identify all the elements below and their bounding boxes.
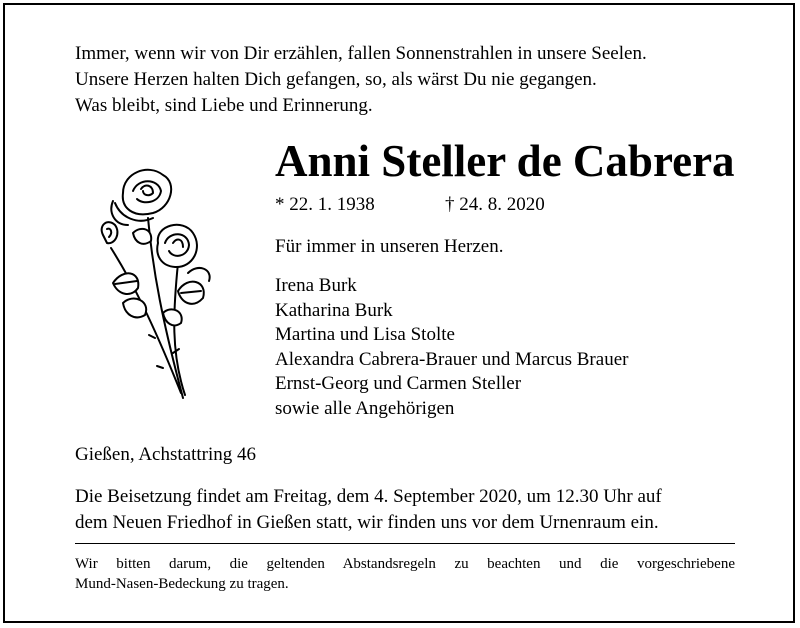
rose-icon (93, 163, 223, 403)
mourner: Martina und Lisa Stolte (275, 324, 455, 345)
obituary-card (3, 3, 795, 623)
motto: Für immer in unseren Herzen. (275, 236, 504, 257)
funeral-line-1: Die Beisetzung findet am Freitag, dem 4. September 2020, um 12.30 Uhr auf (75, 486, 662, 507)
divider (75, 543, 735, 544)
poem (75, 41, 765, 119)
mourners-list (275, 274, 628, 421)
mourner: Irena Burk (275, 275, 357, 296)
mourner: Katharina Burk (275, 299, 393, 321)
address: Gießen, Achstattring 46 (75, 444, 256, 465)
poem-line-3: Was bleibt, sind Liebe und Erinnerung. (75, 95, 373, 116)
notice-line-1: Wir bitten darum, die geltenden Abstandsregeln zu beachten und die vorgeschriebene (75, 556, 735, 572)
deceased-name: Anni Steller de Cabrera (275, 136, 735, 186)
funeral-info (75, 484, 735, 536)
death-date: † 24. 8. 2020 (445, 194, 545, 215)
distancing-notice (75, 554, 735, 594)
notice-line-2: Mund-Nasen-Bedeckung zu tragen. (75, 576, 289, 592)
mourner: Ernst-Georg und Carmen Steller (275, 373, 522, 394)
mourner: sowie alle Angehörigen (275, 397, 455, 419)
mourner: Alexandra Cabrera-Brauer und Marcus Brauer (275, 348, 629, 370)
birth-date: * 22. 1. 1938 (275, 194, 375, 215)
poem-line-1: Immer, wenn wir von Dir erzählen, fallen Sonnenstrahlen in unsere Seelen. (75, 43, 647, 64)
life-dates (275, 192, 545, 218)
funeral-line-2: dem Neuen Friedhof in Gießen statt, wir finden uns vor dem Urnenraum ein. (75, 512, 659, 533)
poem-line-2: Unsere Herzen halten Dich gefangen, so, als wärst Du nie gegangen. (75, 69, 597, 90)
